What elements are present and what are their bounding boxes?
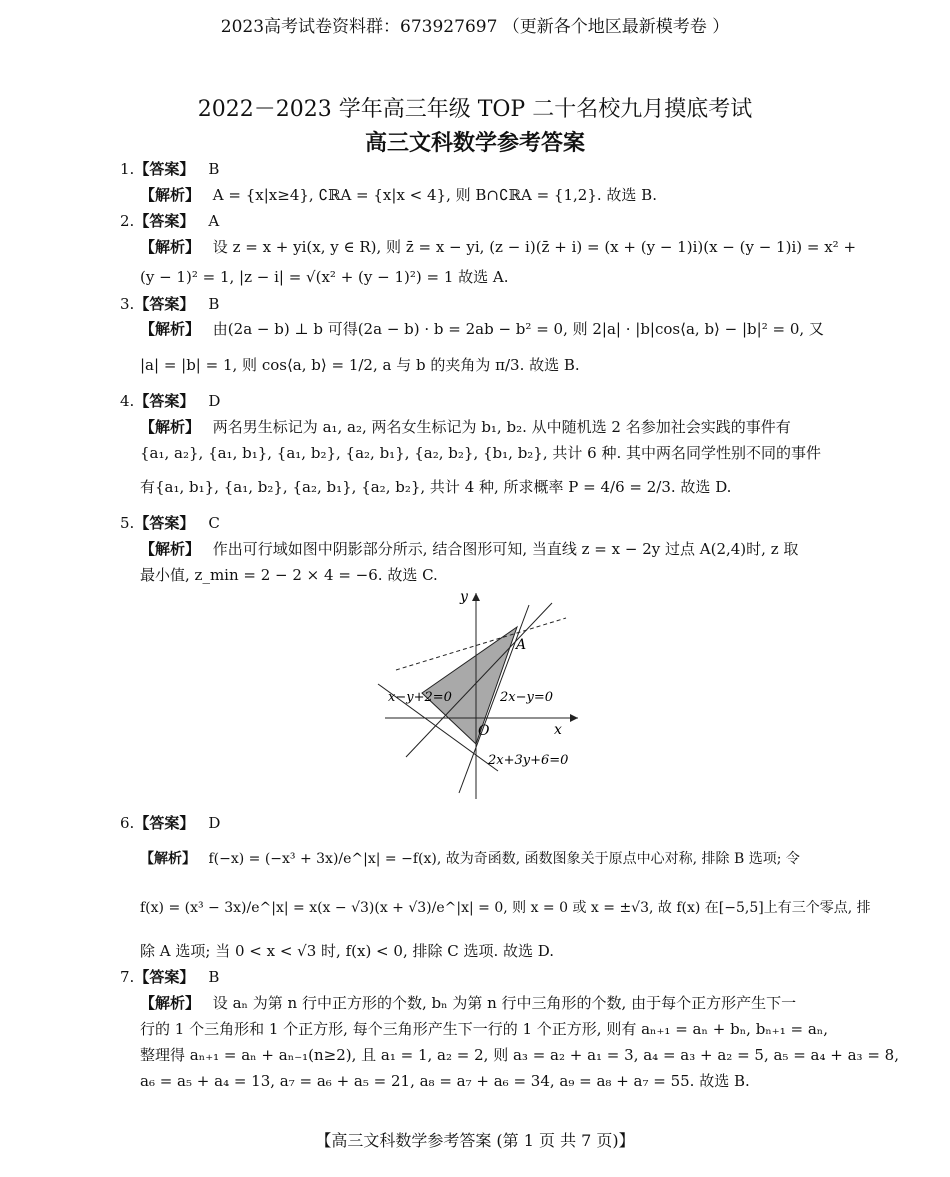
q2-line-2: (y − 1)² = 1, |z − i| = √(x² + (y − 1)²) = 1 故选 A. xyxy=(140,268,509,286)
q4-line-2: {a₁, a₂}, {a₁, b₁}, {a₁, b₂}, {a₂, b₁}, {a₂, b₂}, {b₁, b₂}, 共计 6 种. 其中两名同学性别不同的事件 xyxy=(140,444,822,462)
origin-label: O xyxy=(478,723,490,739)
analysis-label: 【解析】 xyxy=(140,320,201,338)
q2-answer: A xyxy=(208,212,220,230)
point-a-label: A xyxy=(516,637,527,653)
q4-answer: D xyxy=(208,392,221,410)
q4-line-3: 有{a₁, b₁}, {a₁, b₂}, {a₂, b₁}, {a₂, b₂}, 共计 4 种, 所求概率 P = 4/6 = 2/3. 故选 D. xyxy=(140,478,732,496)
feasible-region-figure xyxy=(370,585,590,805)
line1-label: x−y+2=0 xyxy=(388,690,452,705)
q6-line-3: 除 A 选项; 当 0 < x < √3 时, f(x) < 0, 排除 C 选项. 故选 D. xyxy=(140,942,555,960)
q6-line: f(−x) = (−x³ + 3x)/e^|x| = −f(x), 故为奇函数, 函数图象关于原点中心对称, 排除 B 选项; 令 xyxy=(208,851,800,867)
q3-line: 由(2a − b) ⊥ b 可得(2a − b) · b = 2ab − b² = 0, 则 2|a| · |b|cos⟨a, b⟩ − |b|² = 0, 又 xyxy=(212,320,824,338)
page-footer: 【高三文科数学参考答案 (第 1 页 共 7 页)】 xyxy=(315,1131,635,1150)
q4-number: 4. xyxy=(120,392,135,410)
y-axis-label: y xyxy=(460,589,468,605)
x-axis-label: x xyxy=(554,722,562,738)
analysis-label: 【解析】 xyxy=(140,851,196,867)
exam-title: 2022－2023 学年高三年级 TOP 二十名校九月摸底考试 xyxy=(197,97,753,122)
q5-number: 5. xyxy=(120,514,135,532)
q6-number: 6. xyxy=(120,814,135,832)
q2-line: 设 z = x + yi(x, y ∈ R), 则 z̄ = x − yi, (z − i)(z̄ + i) = (x + (y − 1)i)(x − (y − 1)i) = x² + xyxy=(212,238,857,256)
answer-label: 【答案】 xyxy=(134,968,195,986)
q5-line-2: 最小值, z_min = 2 − 2 × 4 = −6. 故选 C. xyxy=(140,566,438,584)
analysis-label: 【解析】 xyxy=(140,418,201,436)
q4-line: 两名男生标记为 a₁, a₂, 两名女生标记为 b₁, b₂. 从中随机选 2 名参加社会实践的事件有 xyxy=(212,418,791,436)
q7-answer-row xyxy=(120,966,219,987)
q7-number: 7. xyxy=(120,968,135,986)
q2-analysis xyxy=(140,236,856,257)
q5-line: 作出可行域如图中阴影部分所示, 结合图形可知, 当直线 z = x − 2y 过点 A(2,4)时, z 取 xyxy=(212,540,799,558)
top-banner: 2023高考试卷资料群：673927697 （更新各个地区最新模考卷 ） xyxy=(220,17,730,37)
answer-label: 【答案】 xyxy=(134,212,195,230)
q6-answer: D xyxy=(208,814,221,832)
q1-analysis xyxy=(140,184,657,205)
analysis-label: 【解析】 xyxy=(140,186,201,204)
answer-label: 【答案】 xyxy=(134,392,195,410)
q3-answer-row xyxy=(120,293,219,314)
answer-label: 【答案】 xyxy=(134,295,195,313)
q4-analysis xyxy=(140,416,791,437)
line3-label: 2x+3y+6=0 xyxy=(488,753,569,768)
analysis-label: 【解析】 xyxy=(140,994,201,1012)
answer-label: 【答案】 xyxy=(134,514,195,532)
q1-answer-row xyxy=(120,158,219,179)
q1-line: A = {x|x≥4}, ∁ℝA = {x|x < 4}, 则 B∩∁ℝA = {1,2}. 故选 B. xyxy=(212,186,657,204)
q5-analysis xyxy=(140,538,798,559)
q5-answer: C xyxy=(208,514,220,532)
answer-label: 【答案】 xyxy=(134,814,195,832)
line2-label: 2x−y=0 xyxy=(500,690,554,705)
q7-line: 设 aₙ 为第 n 行中正方形的个数, bₙ 为第 n 行中三角形的个数, 由于每个正方形产生下一 xyxy=(212,994,797,1012)
answer-key-title: 高三文科数学参考答案 xyxy=(364,131,585,156)
q3-line-2: |a| = |b| = 1, 则 cos⟨a, b⟩ = 1/2, a 与 b 的夹角为 π/3. 故选 B. xyxy=(140,356,580,374)
q6-answer-row xyxy=(120,812,220,833)
q3-analysis xyxy=(140,318,824,339)
q7-answer: B xyxy=(208,968,220,986)
q7-line-3: 整理得 aₙ₊₁ = aₙ + aₙ₋₁(n≥2), 且 a₁ = 1, a₂ = 2, 则 a₃ = a₂ + a₁ = 3, a₄ = a₃ + a₂ = 5, a₅ = a₄ + a₃ = 8, xyxy=(140,1046,899,1064)
q3-answer: B xyxy=(208,295,220,313)
q7-line-2: 行的 1 个三角形和 1 个正方形, 每个三角形产生下一行的 1 个正方形, 则有 aₙ₊₁ = aₙ + bₙ, bₙ₊₁ = aₙ, xyxy=(140,1020,829,1038)
q4-answer-row xyxy=(120,390,220,411)
q2-answer-row xyxy=(120,210,219,231)
q5-answer-row xyxy=(120,512,220,533)
y-axis-arrow xyxy=(472,593,480,601)
answer-label: 【答案】 xyxy=(134,160,195,178)
q1-answer: B xyxy=(208,160,220,178)
analysis-label: 【解析】 xyxy=(140,238,201,256)
q7-analysis xyxy=(140,992,796,1013)
q1-number: 1. xyxy=(120,160,135,178)
q7-line-4: a₆ = a₅ + a₄ = 13, a₇ = a₆ + a₅ = 21, a₈ = a₇ + a₆ = 34, a₉ = a₈ + a₇ = 55. 故选 B. xyxy=(140,1072,750,1090)
analysis-label: 【解析】 xyxy=(140,540,201,558)
q2-number: 2. xyxy=(120,212,135,230)
q6-analysis xyxy=(140,848,800,868)
q3-number: 3. xyxy=(120,295,135,313)
x-axis-arrow xyxy=(570,714,578,722)
q6-line-2: f(x) = (x³ − 3x)/e^|x| = x(x − √3)(x + √3)/e^|x| = 0, 则 x = 0 或 x = ±√3, 故 f(x) 在[−5,5]上有三个零点, 排 xyxy=(140,900,871,916)
